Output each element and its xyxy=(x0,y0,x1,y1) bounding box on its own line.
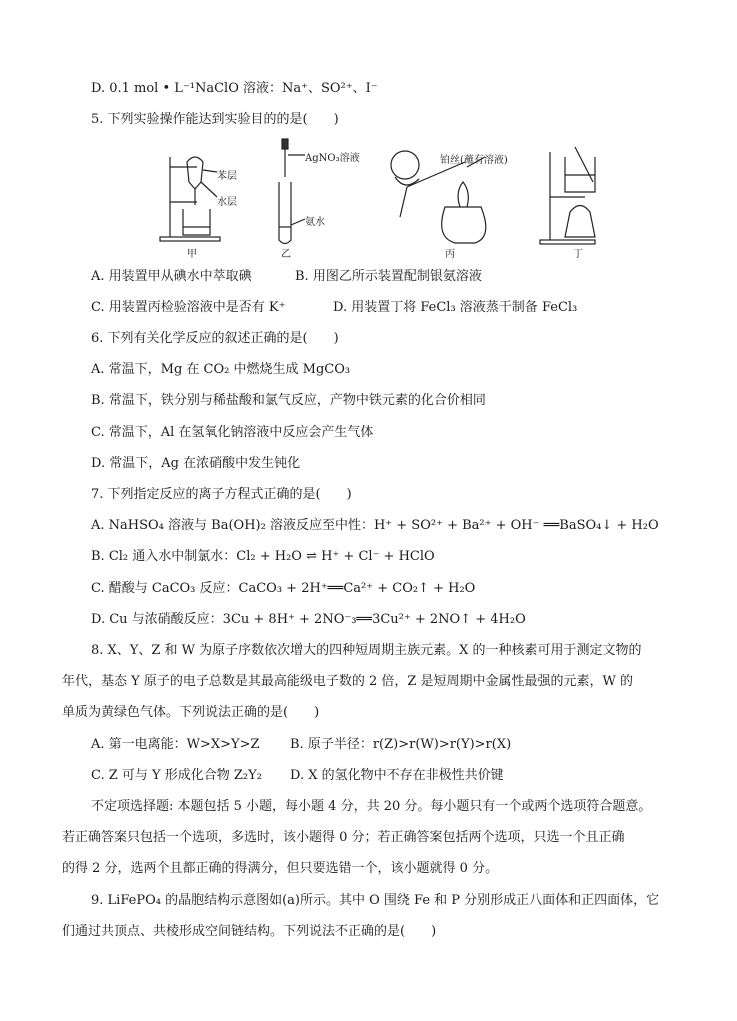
label-bosi: 铂丝(蘸有溶液) xyxy=(440,155,508,166)
caption-yi: 乙 xyxy=(281,249,291,260)
q8-option-d: D. X 的氢化物中不存在非极性共价键 xyxy=(290,768,504,783)
question-8-line-1: 8. X、Y、Z 和 W 为原子序数依次增大的四种短周期主族元素。X 的一种核素可用于测定文物的 xyxy=(91,643,642,658)
caption-jia: 甲 xyxy=(187,249,197,260)
apparatus-figure xyxy=(155,137,600,262)
caption-ding: 丁 xyxy=(573,249,583,260)
caption-bing: 丙 xyxy=(445,249,455,260)
q5-option-a: A. 用装置甲从碘水中萃取碘 xyxy=(91,269,252,284)
option-line-d-prev: D. 0.1 mol • L⁻¹NaClO 溶液：Na⁺、SO²⁺、I⁻ xyxy=(91,81,378,96)
label-benceng: 苯层 xyxy=(217,171,237,182)
question-8-line-3: 单质为黄绿色气体。下列说法正确的是( ) xyxy=(62,705,320,720)
q5-option-b: B. 用图乙所示装置配制银氨溶液 xyxy=(295,269,482,284)
q7-option-a: A. NaHSO₄ 溶液与 Ba(OH)₂ 溶液反应至中性：H⁺ + SO²⁺ + Ba²⁺ + OH⁻ ══BaSO₄↓ + H₂O xyxy=(91,518,659,533)
instruction-line-1: 不定项选择题: 本题包括 5 小题，每小题 4 分，共 20 分。每小题只有一个或两个选项符合题意。 xyxy=(91,799,652,814)
label-shuiceng: 水层 xyxy=(217,197,237,208)
label-agno3: AgNO₃溶液 xyxy=(305,153,360,164)
q8-option-b: B. 原子半径：r(Z)>r(W)>r(Y)>r(X) xyxy=(290,737,512,752)
instruction-line-2: 若正确答案只包括一个选项，多选时，该小题得 0 分；若正确答案包括两个选项，只选一个且正确 xyxy=(62,830,625,845)
instruction-line-3: 的得 2 分，选两个且都正确的得满分，但只要选错一个，该小题就得 0 分。 xyxy=(62,861,499,876)
question-5: 5. 下列实验操作能达到实验目的的是( ) xyxy=(91,112,339,127)
q6-option-b: B. 常温下，铁分别与稀盐酸和氯气反应，产物中铁元素的化合价相同 xyxy=(91,393,486,408)
q7-option-b: B. Cl₂ 通入水中制氯水：Cl₂ + H₂O ⇌ H⁺ + Cl⁻ + HClO xyxy=(91,549,435,564)
question-8-line-2: 年代，基态 Y 原子的电子总数是其最高能级电子数的 2 倍，Z 是短周期中金属性最强的元素，W 的 xyxy=(62,674,634,689)
q6-option-c: C. 常温下，Al 在氢氧化钠溶液中反应会产生气体 xyxy=(91,425,374,440)
q7-option-d: D. Cu 与浓硝酸反应：3Cu + 8H⁺ + 2NO⁻₃══3Cu²⁺ + 2NO↑ + 4H₂O xyxy=(91,612,526,627)
q5-option-d: D. 用装置丁将 FeCl₃ 溶液蒸干制备 FeCl₃ xyxy=(333,300,578,315)
q6-option-a: A. 常温下，Mg 在 CO₂ 中燃烧生成 MgCO₃ xyxy=(91,362,351,377)
q8-option-a: A. 第一电离能：W>X>Y>Z xyxy=(91,737,260,752)
question-6: 6. 下列有关化学反应的叙述正确的是( ) xyxy=(91,331,339,346)
question-7: 7. 下列指定反应的离子方程式正确的是( ) xyxy=(91,487,352,502)
q5-option-c: C. 用装置丙检验溶液中是否有 K⁺ xyxy=(91,300,286,315)
label-anshui: 氨水 xyxy=(305,217,325,228)
q6-option-d: D. 常温下，Ag 在浓硝酸中发生钝化 xyxy=(91,456,301,471)
q7-option-c: C. 醋酸与 CaCO₃ 反应：CaCO₃ + 2H⁺══Ca²⁺ + CO₂↑ + H₂O xyxy=(91,581,476,596)
question-9-line-1: 9. LiFePO₄ 的晶胞结构示意图如(a)所示。其中 O 围绕 Fe 和 P 分别形成正八面体和正四面体，它 xyxy=(91,893,660,908)
q8-option-c: C. Z 可与 Y 形成化合物 Z₂Y₂ xyxy=(91,768,262,783)
question-9-line-2: 们通过共顶点、共棱形成空间链结构。下列说法不正确的是( ) xyxy=(62,924,437,939)
